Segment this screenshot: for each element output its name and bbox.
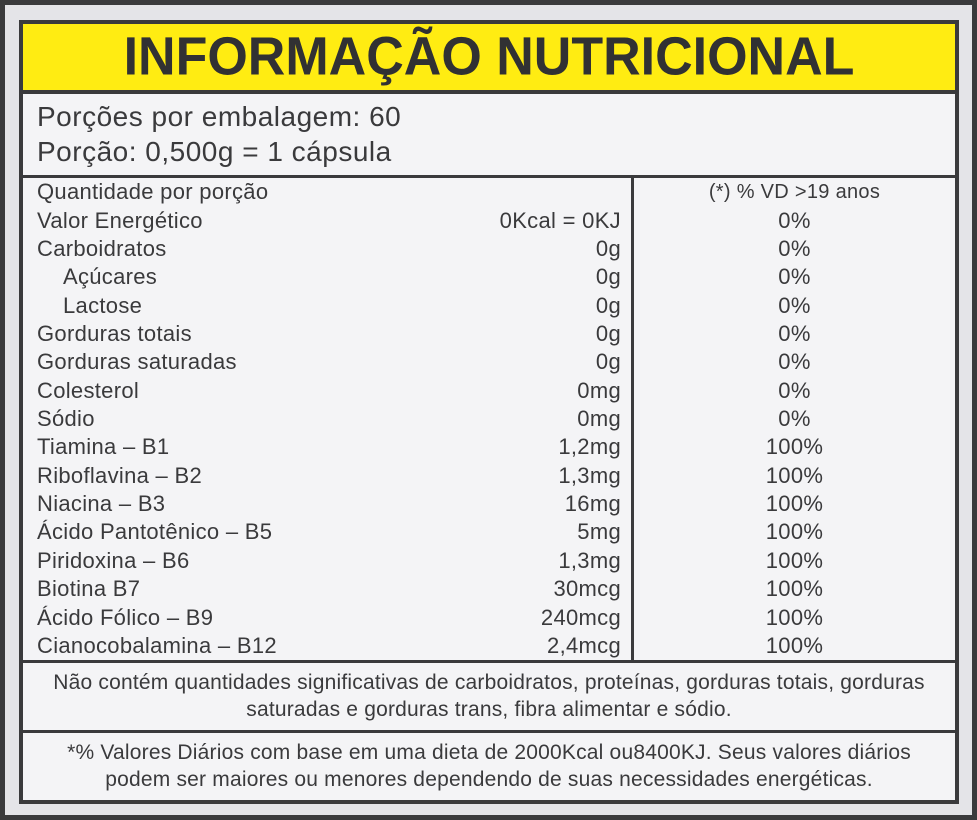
nutrient-amount: 0g [595, 235, 621, 261]
nutrient-amount: 16mg [564, 491, 621, 517]
table-row [23, 235, 955, 263]
quantity-header-cell [23, 178, 631, 206]
nutrient-amount: 0g [595, 320, 621, 346]
nutrient-name: Piridoxina – B6 [37, 547, 190, 573]
nutrient-amount: 0Kcal = 0KJ [499, 207, 621, 233]
table-row [23, 547, 955, 575]
nutrient-dv: 0% [631, 405, 955, 433]
nutrient-amount: 30mcg [553, 576, 621, 602]
table-row [23, 575, 955, 603]
nutrient-dv: 100% [631, 433, 955, 461]
table-row [23, 405, 955, 433]
nutrient-name: Colesterol [37, 377, 140, 403]
nutrient-amount: 0mg [577, 377, 621, 403]
nutrient-name: Ácido Fólico – B9 [37, 604, 214, 630]
nutrient-amount: 0g [595, 292, 621, 318]
nutrient-table [23, 178, 955, 660]
nutrient-name: Tiamina – B1 [37, 434, 170, 460]
nutrient-name: Niacina – B3 [37, 491, 166, 517]
nutrient-dv: 0% [631, 206, 955, 234]
table-row [23, 632, 955, 660]
nutrition-label [19, 20, 959, 804]
nutrient-amount: 1,3mg [558, 547, 621, 573]
nutrient-dv: 100% [631, 547, 955, 575]
servings-per-package: Porções por embalagem: 60 [37, 101, 402, 132]
nutrient-dv: 100% [631, 575, 955, 603]
table-row [23, 462, 955, 490]
nutrient-dv: 0% [631, 291, 955, 319]
nutrient-amount: 0g [595, 264, 621, 290]
nutrient-name: Lactose [63, 292, 143, 318]
nutrient-dv: 0% [631, 263, 955, 291]
table-row [23, 348, 955, 376]
nutrient-dv: 100% [631, 603, 955, 631]
label-title: INFORMAÇÃO NUTRICIONAL [123, 26, 855, 88]
nutrient-dv: 0% [631, 320, 955, 348]
table-row [23, 518, 955, 546]
nutrient-name: Gorduras totais [37, 320, 192, 346]
dv-header: (*) % VD >19 anos [708, 180, 881, 203]
quantity-header: Quantidade por porção [37, 179, 269, 205]
nutrient-dv: 100% [631, 518, 955, 546]
nutrient-name: Carboidratos [37, 235, 167, 261]
note-no-significant-amounts: Não contém quantidades significativas de carboidratos, proteínas, gorduras totais, gorduras saturadas e gorduras trans, fibra alimentar e sódio. [23, 660, 955, 730]
table-row [23, 320, 955, 348]
table-row [23, 433, 955, 461]
nutrient-name: Sódio [37, 406, 95, 432]
nutrient-amount: 5mg [577, 519, 621, 545]
table-row [23, 603, 955, 631]
nutrient-name: Valor Energético [37, 207, 203, 233]
nutrient-dv: 100% [631, 632, 955, 660]
nutrient-dv: 100% [631, 490, 955, 518]
nutrient-name: Riboflavina – B2 [37, 462, 203, 488]
serving-info-section [23, 94, 955, 178]
nutrient-name: Cianocobalamina – B12 [37, 632, 277, 658]
nutrient-name: Biotina B7 [37, 576, 141, 602]
table-row [23, 206, 955, 234]
table-row [23, 263, 955, 291]
nutrient-amount: 1,2mg [558, 434, 621, 460]
nutrient-dv: 0% [631, 235, 955, 263]
table-row [23, 377, 955, 405]
table-header-row [23, 178, 955, 206]
nutrient-amount: 0g [595, 349, 621, 375]
nutrient-amount: 1,3mg [558, 462, 621, 488]
note-daily-values: *% Valores Diários com base em uma dieta de 2000Kcal ou8400KJ. Seus valores diários podem ser maiores ou menores dependendo de suas necessidades energéticas. [23, 730, 955, 800]
nutrient-amount: 2,4mcg [547, 632, 621, 658]
nutrient-name: Gorduras saturadas [37, 349, 237, 375]
table-row [23, 291, 955, 319]
nutrient-name: Ácido Pantotênico – B5 [37, 519, 273, 545]
nutrient-dv: 0% [631, 348, 955, 376]
nutrient-dv: 100% [631, 462, 955, 490]
nutrient-amount: 240mcg [540, 604, 621, 630]
nutrient-amount: 0mg [577, 406, 621, 432]
nutrient-name: Açúcares [63, 264, 158, 290]
table-row [23, 490, 955, 518]
nutrient-dv: 0% [631, 377, 955, 405]
dv-header-cell [631, 178, 955, 206]
serving-size: Porção: 0,500g = 1 cápsula [37, 136, 392, 167]
title-bar [23, 24, 955, 94]
